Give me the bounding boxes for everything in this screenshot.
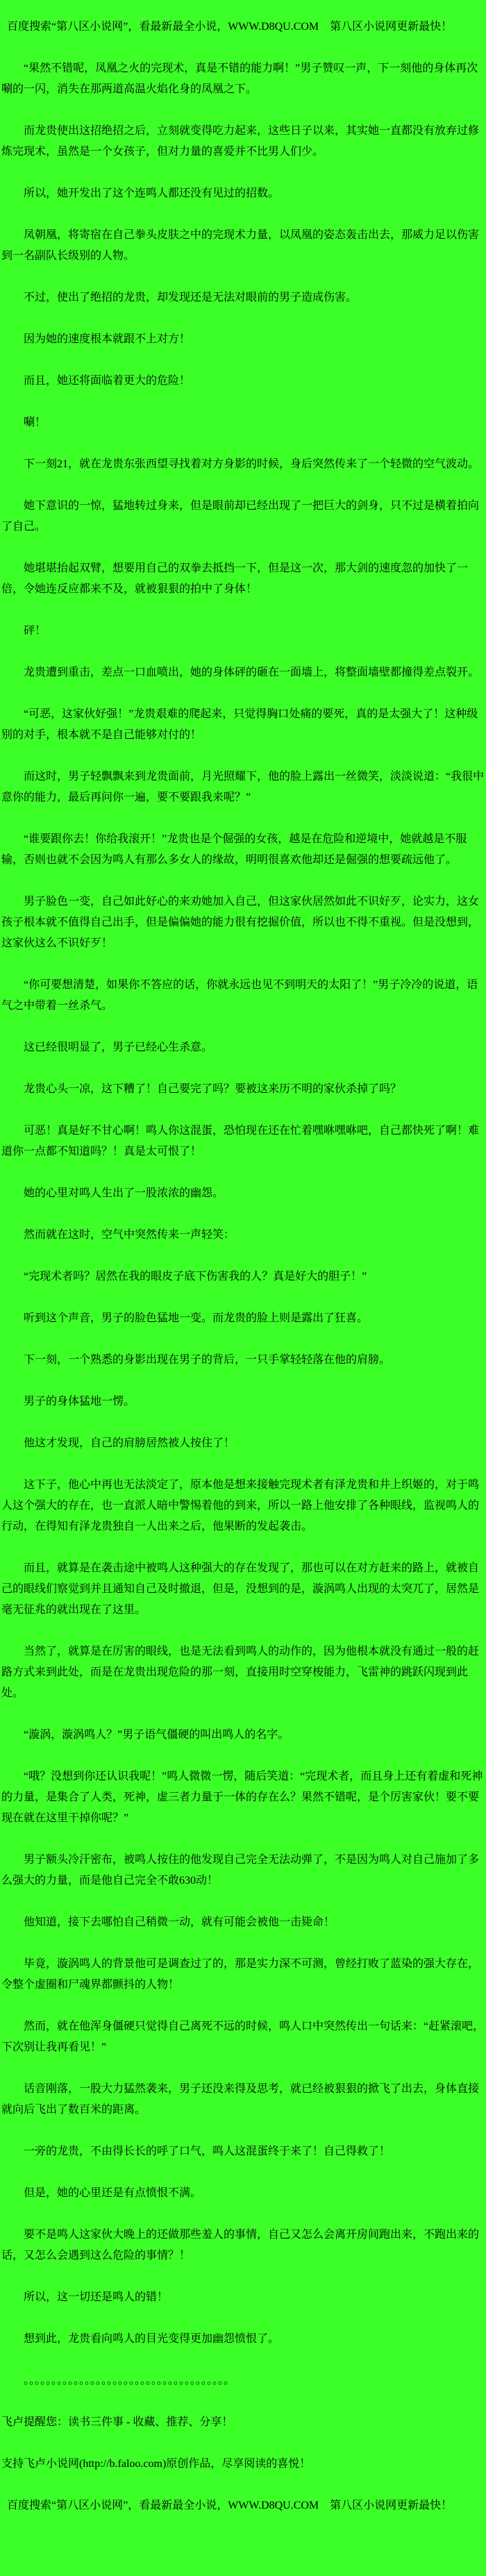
paragraph: 这下子，他心中再也无法淡定了，原本他是想来接触完现术者有泽龙贵和井上织姬的，对于鸣人这个强大的存在，也一直派人暗中警惕着他的到来，所以一路上他安排了各种眼线，监视鸣人的行动，在得知有泽龙贵独自一人出来之后，他果断的发起袭击。 — [1, 1479, 480, 1532]
paragraph: 凤朝凰，将寄宿在自己拳头皮肤之中的完现术力量，以凤凰的姿态轰击出去，那威力足以伤害到一名副队长级别的人物。 — [1, 229, 480, 262]
paragraph: 唰！ — [24, 417, 47, 428]
paragraph: 而且，就算是在袭击途中被鸣人这种强大的存在发现了，那也可以在对方赶来的路上，就被自己的眼线们察觉到并且通知自己及时撤退，但是，没想到的是，漩涡鸣人出现的太突兀了，居然是毫无征兆的就出现在了这里。 — [1, 1562, 480, 1616]
site-note: 飞卢提醒您：读书三件事 - 收藏、推荐、分享！ — [1, 2416, 233, 2428]
site-note: 支持飞卢小说网(http://b.faloo.com)原创作品，尽享阅读的喜悦！ — [1, 2458, 311, 2470]
paragraph: 话音刚落，一股大力猛然袭来，男子还没来得及思考，就已经被狠狠的掀飞了出去，身体直接就向后飞出了数百米的距离。 — [1, 2083, 480, 2116]
paragraph: 下一刻21，就在龙贵东张西望寻找着对方身影的时候，身后突然传来了一个轻微的空气波动。 — [24, 458, 480, 470]
paragraph: 而且，她还将面临着更大的危险！ — [24, 375, 191, 387]
paragraph: 所以，这一切还是鸣人的错！ — [24, 2291, 169, 2303]
paragraph: 但是，她的心里还是有点愤恨不满。 — [24, 2187, 202, 2199]
paragraph: 然而，就在他浑身僵硬只觉得自己离死不远的时候，鸣人口中突然传出一句话来：“赶紧滚吧，下次别让我再看见！” — [1, 2021, 485, 2053]
paragraph: 要不是鸣人这家伙大晚上的还做那些羞人的事情，自己又怎么会离开房间跑出来，不跑出来的话，又怎么会遇到这么危险的事情？！ — [1, 2229, 480, 2261]
paragraph: 男子额头冷汗密布，被鸣人按住的他发现自己完全无法动弹了，不是因为鸣人对自己施加了多么强大的力量，而是他自己完全不敢630动！ — [1, 1854, 480, 1887]
separator-dots: 。。。。。。。。。。。。。。。。。。。。。。。。。。。。。。。。。。。。。 — [24, 2375, 235, 2386]
paragraph: 下一刻，一个熟悉的身影出现在男子的背后，一只手掌轻轻落在他的肩膀。 — [24, 1354, 391, 1366]
paragraph: “漩涡，漩涡鸣人？”男子语气僵硬的叫出鸣人的名字。 — [24, 1729, 290, 1741]
paragraph: 因为她的速度根本就跟不上对方！ — [24, 333, 191, 345]
paragraph: 而这时，男子轻飘飘来到龙贵面前，月光照耀下，他的脸上露出一丝微笑，淡淡说道：“我很中意你的能力，最后再问你一遍，要不要跟我来呢？” — [1, 771, 485, 803]
paragraph: 不过，使出了绝招的龙贵，却发现还是无法对眼前的男子造成伤害。 — [24, 292, 358, 303]
paragraph: 然而就在这时，空气中突然传来一声轻笑： — [24, 1229, 235, 1241]
paragraph: 龙贵心头一凉，这下糟了！自己要完了吗？要被这来历不明的家伙杀掉了吗？ — [24, 1083, 402, 1095]
paragraph: 毕竟，漩涡鸣人的背景他可是调查过了的，那是实力深不可测，曾经打败了蓝染的强大存在，令整个虚圈和尸魂界都颤抖的人物！ — [1, 1958, 480, 1991]
paragraph: “完现术者吗？居然在我的眼皮子底下伤害我的人？真是好大的胆子！” — [24, 1271, 367, 1282]
paragraph: “果然不错呢，凤凰之火的完现术，真是不错的能力啊！”男子赞叹一声，下一刻他的身体再次唰的一闪，消失在那两道高温火焰化身的凤凰之下。 — [1, 62, 478, 95]
promo-line: 百度搜索“第八区小说网”，看最新最全小说，WWW.D8QU.COM 第八区小说网更新最快！ — [7, 2500, 453, 2511]
paragraph: “可恶，这家伙好强！”龙贵艰难的爬起来，只觉得胸口处痛的要死，真的是太强大了！这种级别的对手，根本就不是自己能够对付的！ — [1, 708, 478, 741]
paragraph: 想到此，龙贵看向鸣人的目光变得更加幽怨愤恨了。 — [24, 2333, 280, 2345]
paragraph: 她的心里对鸣人生出了一股浓浓的幽怨。 — [24, 1187, 224, 1199]
paragraph: 所以，她开发出了这个连鸣人都还没有见过的招数。 — [24, 187, 280, 199]
paragraph: “谁要跟你去！你给我滚开！”龙贵也是个倔强的女孩，越是在危险和逆境中，她就越是不服输，否则也就不会因为鸣人有那么多女人的缘故，明明很喜欢他却还是倔强的想要疏远他了。 — [1, 833, 467, 866]
paragraph: 她堪堪抬起双臂，想要用自己的双拳去抵挡一下，但是这一次，那大剑的速度忽的加快了一倍，令她连反应都来不及，就被狠狠的拍中了身体！ — [1, 562, 469, 595]
paragraph: 而龙贵使出这招绝招之后，立刻就变得吃力起来，这些日子以来，其实她一直都没有放弃过修炼完现术，虽然是一个女孩子，但对力量的喜爱并不比男人们少。 — [1, 125, 480, 158]
promo-line: 百度搜索“第八区小说网”，看最新最全小说，WWW.D8QU.COM 第八区小说网更新最快！ — [7, 21, 453, 33]
paragraph: 男子脸色一变，自己如此好心的来劝她加入自己，但这家伙居然如此不识好歹，论实力，这女孩子根本就不值得自己出手，但是偏偏她的能力很有挖掘价值，所以也不得不重视。但是没想到，这家伙这么不识好歹！ — [1, 896, 480, 949]
paragraph: “你可要想清楚，如果你不答应的话，你就永远也见不到明天的太阳了！”男子冷冷的说道，语气之中带着一丝杀气。 — [1, 979, 478, 1012]
paragraph: 一旁的龙贵，不由得长长的呼了口气，鸣人这混蛋终于来了！自己得救了！ — [24, 2146, 391, 2157]
paragraph: 龙贵遭到重击，差点一口血喷出，她的身体砰的砸在一面墙上，将整面墙壁都撞得差点裂开。 — [24, 667, 480, 678]
paragraph: 他这才发现，自己的肩膀居然被人按住了！ — [24, 1437, 235, 1449]
paragraph: 这已经很明显了，男子已经心生杀意。 — [24, 1042, 213, 1053]
paragraph: “哦？没想到你还认识我呢！”鸣人微微一愣，随后笑道：“完现术者，而且身上还有着虚和死神的力量，是集合了人类，死神，虚三者力量于一体的存在么？果然不错呢，是个厉害家伙！要不要现在就在这里干掉你呢？” — [1, 1771, 483, 1824]
paragraph: 砰！ — [24, 625, 47, 637]
paragraph: 听到这个声音，男子的脸色猛地一变。而龙贵的脸上则是露出了狂喜。 — [24, 1312, 369, 1324]
paragraph: 可恶！真是好不甘心啊！鸣人你这混蛋，恐怕现在还在忙着嘿咻嘿咻吧，自己都快死了啊！难道你一点都不知道吗？！真是太可恨了！ — [1, 1125, 480, 1157]
paragraph: 他知道，接下去哪怕自己稍微一动，就有可能会被他一击毙命！ — [24, 1916, 335, 1928]
paragraph: 当然了，就算是在厉害的眼线，也是无法看到鸣人的动作的，因为他根本就没有通过一般的赶路方式来到此处，而是在龙贵出现危险的那一刻，直接用时空穿梭能力，飞雷神的跳跃闪现到此处。 — [1, 1646, 480, 1699]
paragraph: 她下意识的一惊，猛地转过身来，但是眼前却已经出现了一把巨大的剑身，只不过是横着拍向了自己。 — [1, 500, 480, 533]
paragraph: 男子的身体猛地一愣。 — [24, 1396, 135, 1407]
